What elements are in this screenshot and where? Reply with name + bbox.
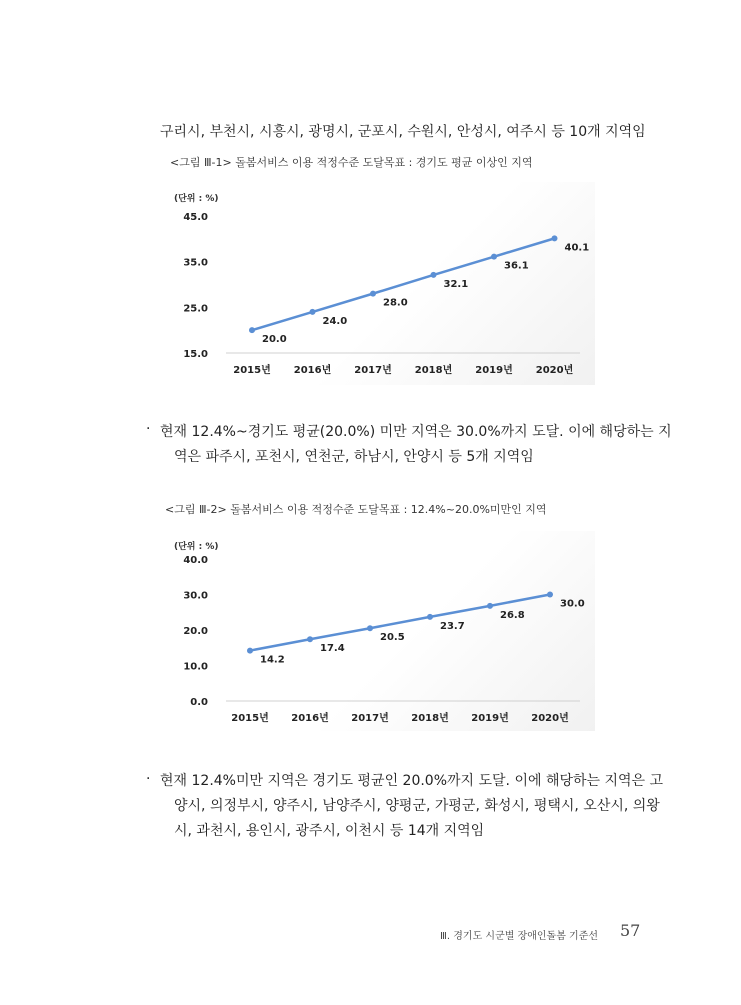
paragraph-3-line-3: 시, 과천시, 용인시, 광주시, 이천시 등 14개 지역임 [174,823,485,839]
data-label: 14.2 [260,654,285,666]
chart-unit-label: (단위 : %) [174,194,219,204]
y-tick-label: 45.0 [183,212,208,223]
y-tick-label: 30.0 [183,590,208,602]
data-point [427,614,433,620]
data-point [431,272,437,278]
paragraph-3-line-1: 현재 12.4%미만 지역은 경기도 평균인 20.0%까지 도달. 이에 해당하는 지역은 고 [160,773,664,789]
bullet-marker: · [146,421,151,437]
chart-2-svg [170,531,595,731]
data-label: 40.1 [564,242,590,254]
x-tick-label: 2016년 [293,365,332,376]
chart-unit-label: (단위 : %) [174,542,219,552]
chart-2 [170,531,595,731]
y-tick-label: 35.0 [183,257,208,269]
chart-1-svg [170,182,595,385]
data-point [310,309,316,315]
bullet-marker: · [146,771,151,787]
data-label: 36.1 [504,260,529,272]
y-tick-label: 20.0 [183,626,208,637]
data-label: 17.4 [320,643,345,655]
x-tick-label: 2015년 [233,365,271,376]
y-tick-label: 25.0 [183,303,208,315]
data-point [370,291,376,297]
running-footer-title: Ⅲ. 경기도 시군별 장애인돌봄 기준선 [440,931,599,942]
data-label: 30.0 [560,598,585,610]
x-tick-label: 2019년 [475,365,513,376]
chart-1 [170,182,595,385]
x-tick-label: 2018년 [411,713,449,724]
series-line [252,238,555,330]
data-label: 20.5 [380,632,405,644]
data-label: 20.0 [262,334,287,346]
figure-1-caption: <그림 Ⅲ-1> 돌봄서비스 이용 적정수준 도달목표 : 경기도 평균 이상인 지역 [170,156,533,169]
x-tick-label: 2015년 [231,713,269,724]
x-tick-label: 2017년 [354,365,392,376]
data-point [307,636,313,642]
x-tick-label: 2016년 [291,713,329,724]
figure-2-caption: <그림 Ⅲ-2> 돌봄서비스 이용 적정수준 도달목표 : 12.4%~20.0%미만인 지역 [165,503,547,516]
x-tick-label: 2018년 [414,365,453,376]
x-tick-label: 2019년 [471,713,509,724]
x-tick-label: 2017년 [351,713,389,724]
intro-text: 구리시, 부천시, 시흥시, 광명시, 군포시, 수원시, 안성시, 여주시 등 10개 지역임 [160,124,646,140]
data-label: 26.8 [500,609,525,621]
x-tick-label: 2020년 [535,365,574,376]
page-number: 57 [620,921,641,940]
y-tick-label: 0.0 [190,697,208,708]
data-point [552,235,558,241]
data-label: 32.1 [443,278,469,290]
y-tick-label: 15.0 [183,349,208,360]
data-point [487,603,493,609]
data-point [491,254,497,260]
data-label: 23.7 [440,620,465,632]
y-tick-label: 10.0 [183,661,208,673]
x-tick-label: 2020년 [531,713,569,724]
paragraph-2-line-2: 역은 파주시, 포천시, 연천군, 하남시, 안양시 등 5개 지역임 [174,449,534,465]
paragraph-3-line-2: 양시, 의정부시, 양주시, 남양주시, 양평군, 가평군, 화성시, 평택시, 오산시, 의왕 [174,798,660,814]
y-tick-label: 40.0 [183,555,208,566]
data-label: 28.0 [383,297,408,309]
data-label: 24.0 [322,315,348,327]
data-point [247,648,253,654]
data-point [249,327,255,333]
data-point [367,625,373,631]
paragraph-2-line-1: 현재 12.4%~경기도 평균(20.0%) 미만 지역은 30.0%까지 도달. 이에 해당하는 지 [160,424,672,440]
data-point [547,592,553,598]
